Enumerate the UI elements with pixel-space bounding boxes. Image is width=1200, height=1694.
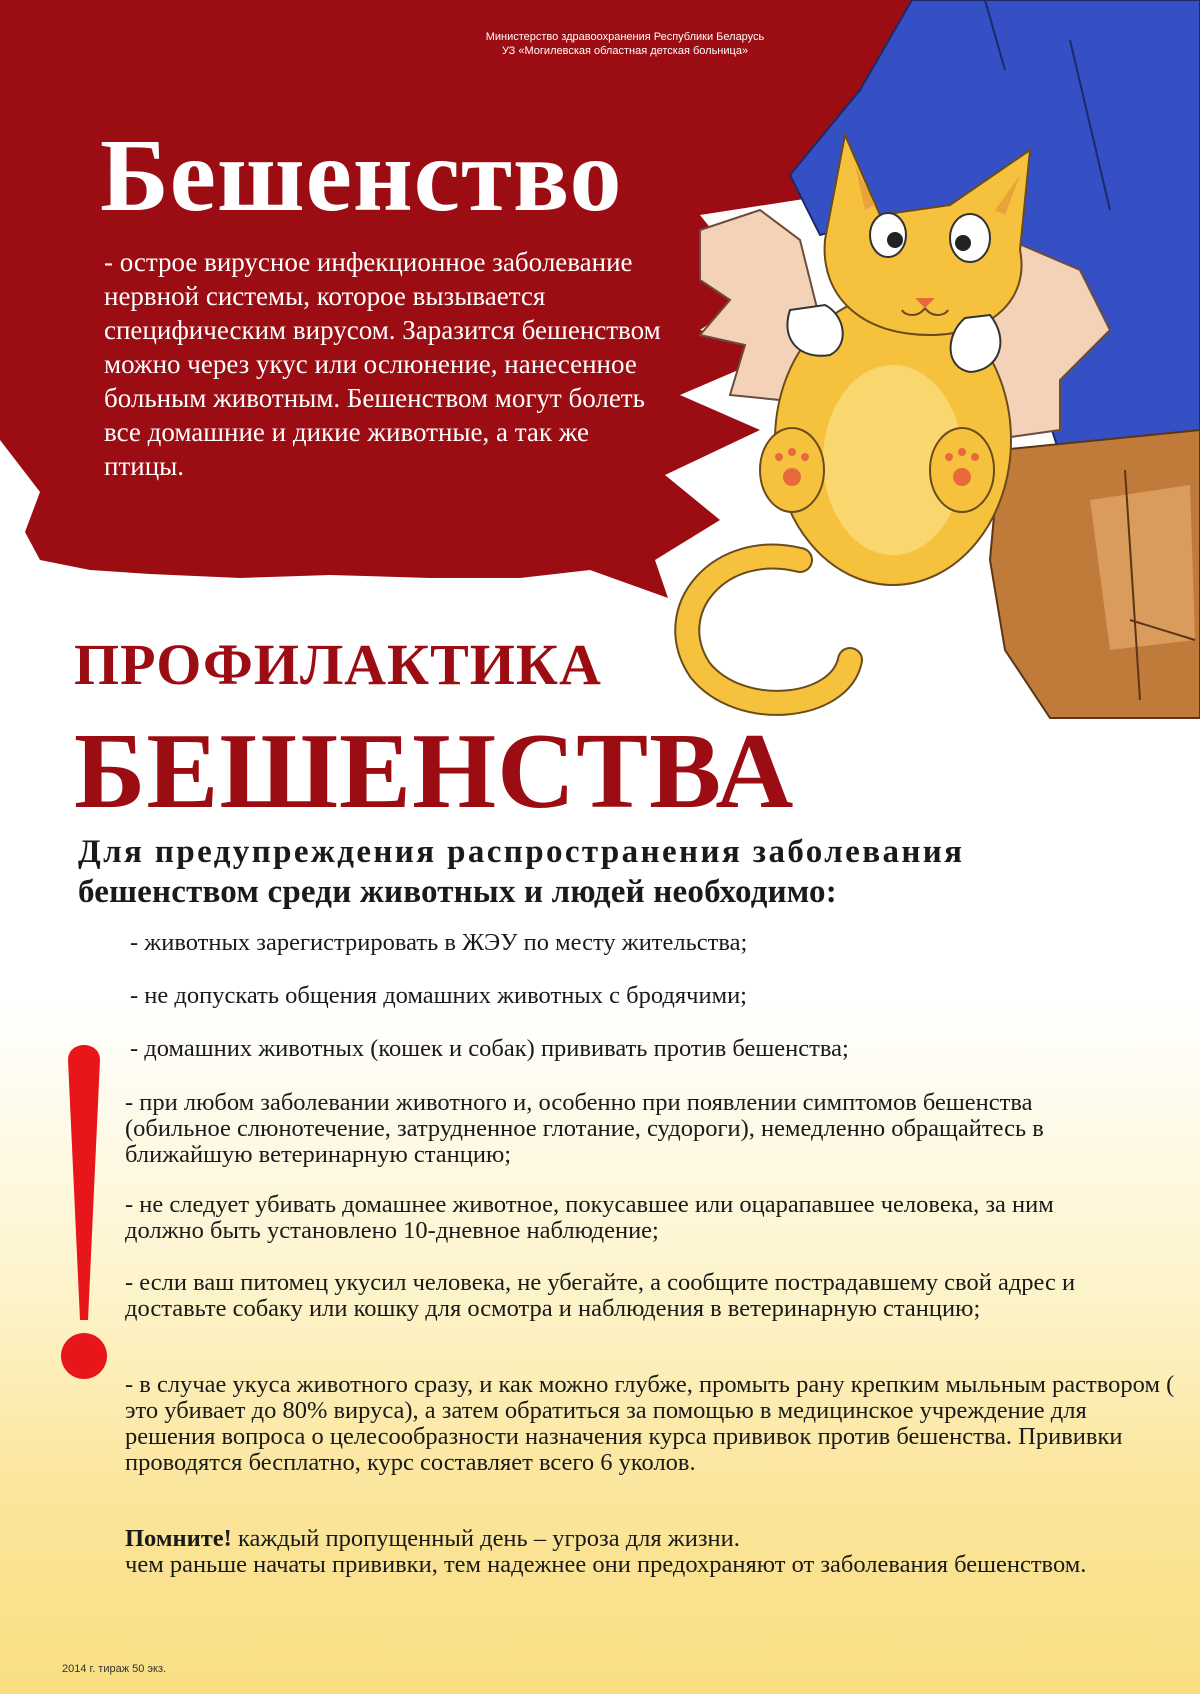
list-item: - если ваш питомец укусил человека, не убегайте, а сообщите пострадавшему свой адрес и доставьте собаку или кошку для осмотра и наблюдения в ветеринарную станцию; [125,1269,1076,1322]
organization-line-1: Министерство здравоохранения Республики Беларусь [485,31,765,43]
reminder-note [125,1526,1175,1578]
print-info: 2014 г. тираж 50 экз. [62,1663,167,1675]
prevention-intro [78,832,1158,912]
list-item: - в случае укуса животного сразу, и как можно глубже, промыть рану крепким мыльным раствором ( это убивает до 80% вируса), а затем обратиться за помощью в медицинское учреждение для решения вопроса о целесообразности назначения курса прививок против бешенства. Прививки проводятся бесплатно, курс составляет всего 6 уколов. [125,1371,1175,1476]
reminder-line-1: каждый пропущенный день – угроза для жизни. [231,1525,740,1552]
list-item: - при любом заболевании животного и, особенно при появлении симптомов бешенства (обильное слюнотечение, затрудненное глотание, судороги), немедленно обращайтесь в ближайшую ветеринарную станцию; [125,1089,1044,1168]
prevention-heading-line-2: БЕШЕНСТВА [74,712,795,831]
list-item: - не допускать общения домашних животных с бродячими; [130,982,747,1009]
organization-header [440,30,810,58]
page-title: Бешенство [100,118,623,233]
list-item: - не следует убивать домашнее животное, покусавшее или оцарапавшее человека, за ним должно быть установлено 10-дневное наблюдение; [125,1191,1054,1244]
list-item: - домашних животных (кошек и собак) прививать против бешенства; [130,1035,849,1062]
rabies-definition: - острое вирусное инфекционное заболевание нервной системы, которое вызывается специфическим вирусом. Заразится бешенством можно через укус или ослюнение, нанесенное больным животным. Бешенством могут болеть все домашние и дикие животные, а так же птицы. [104,247,661,481]
exclamation-mark-icon [61,1045,107,1379]
organization-line-2: УЗ «Могилевская областная детская больница» [501,45,749,57]
prevention-heading-line-1: ПРОФИЛАКТИКА [74,632,602,697]
reminder-line-2: чем раньше начаты прививки, тем надежнее они предохраняют от заболевания бешенством. [125,1551,1087,1578]
intro-line-2: бешенством среди животных и людей необходимо: [78,874,837,910]
intro-line-1: Для предупреждения распространения заболевания [78,834,965,870]
reminder-bold: Помните! [125,1525,232,1552]
list-item: - животных зарегистрировать в ЖЭУ по месту жительства; [130,929,748,956]
